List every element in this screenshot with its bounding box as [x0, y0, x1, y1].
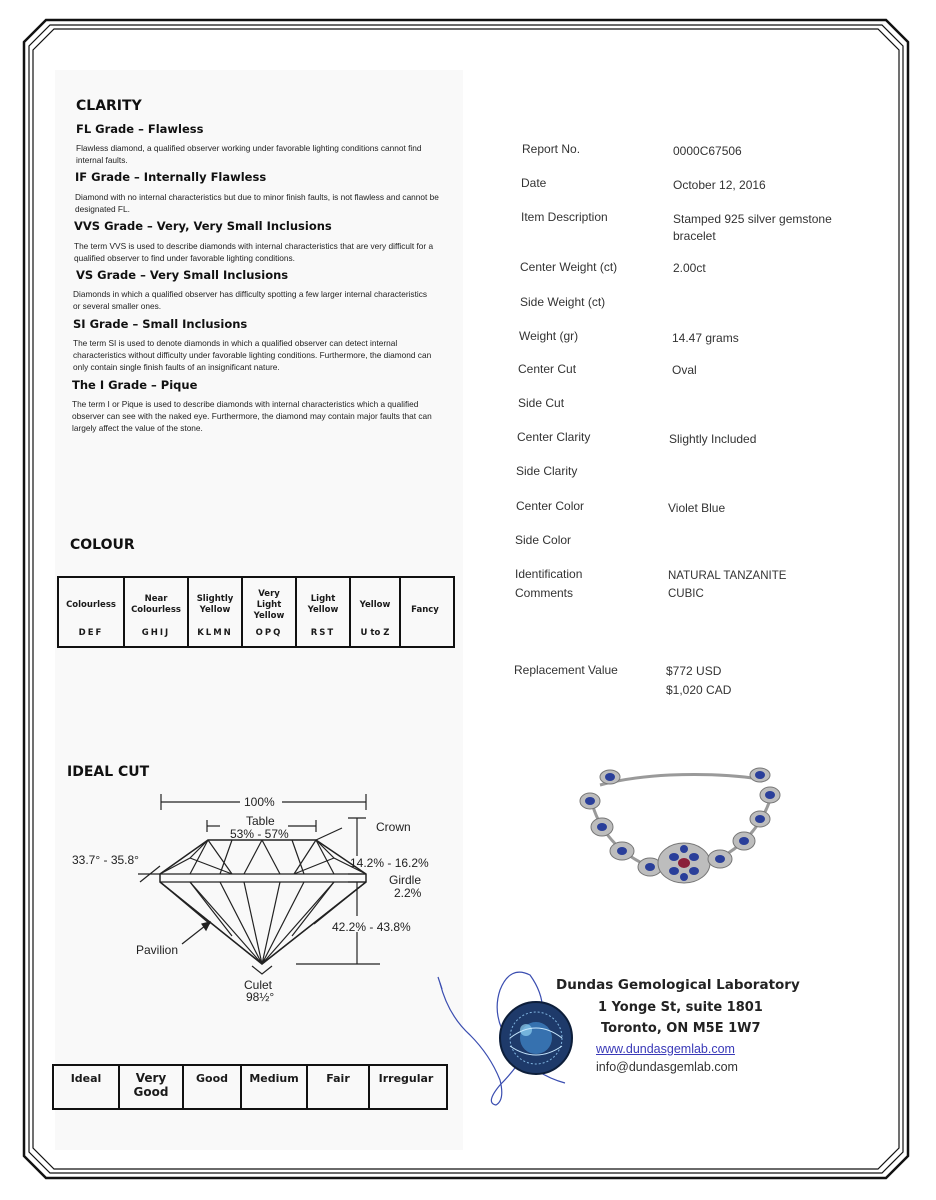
- si-grade-desc: The term SI is used to denote diamonds in which a qualified observer can detect internal characteristics without difficulty under favorable lighting conditions. Furthermore, the diamond can only contain single finish faults of an insignificant nature.: [73, 338, 432, 372]
- pavilion-depth-label: 42.2% - 43.8%: [332, 920, 411, 934]
- lab-address-line1: 1 Yonge St, suite 1801: [598, 1000, 763, 1015]
- colour-cell-near-colourless: Near Colourless GHIJ: [125, 578, 189, 646]
- side-clarity-label: Side Clarity: [516, 464, 578, 478]
- vvs-grade-heading: VVS Grade – Very, Very Small Inclusions: [74, 219, 332, 233]
- report-no-value: 0000C67506: [673, 144, 742, 158]
- colour-title: COLOUR: [70, 537, 135, 553]
- table-range-label: 53% - 57%: [230, 827, 289, 841]
- cut-cell-medium: Medium: [242, 1066, 308, 1108]
- girdle-label: Girdle: [389, 873, 422, 887]
- item-description-label: Item Description: [521, 210, 608, 224]
- cut-cell-very-good: Very Good: [120, 1066, 184, 1108]
- crown-height-label: 14.2% - 16.2%: [350, 856, 429, 870]
- weight-gr-label: Weight (gr): [519, 329, 579, 343]
- fl-grade-heading: FL Grade – Flawless: [76, 122, 204, 136]
- culet-pct-label: 98½°: [246, 990, 275, 1004]
- i-grade-heading: The I Grade – Pique: [72, 378, 198, 392]
- girdle-pct-label: 2.2%: [394, 886, 422, 900]
- cut-grade-table: [52, 1064, 448, 1110]
- center-color-label: Center Color: [516, 499, 585, 513]
- identification-value-line2: CUBIC: [668, 588, 704, 600]
- bracelet-photo: [570, 755, 800, 895]
- colour-cell-light-yellow: Light Yellow RST: [297, 578, 351, 646]
- center-cut-label: Center Cut: [518, 362, 577, 376]
- if-grade-desc: Diamond with no internal characteristics but due to minor finish faults, is not flawless and cannot be designated FL.: [75, 192, 439, 214]
- colour-cell-fancy: Fancy: [411, 604, 439, 615]
- identification-label-line1: Identification: [515, 567, 583, 581]
- center-color-value: Violet Blue: [668, 501, 726, 515]
- side-cut-label: Side Cut: [518, 396, 565, 410]
- ideal-cut-title: IDEAL CUT: [67, 764, 150, 780]
- date-value: October 12, 2016: [673, 178, 766, 192]
- replacement-value-usd: $772 USD: [666, 664, 722, 678]
- colour-cell-colourless: Colourless DEF: [59, 578, 125, 646]
- replacement-value-cad: $1,020 CAD: [666, 683, 732, 697]
- table-title-label: Table: [246, 814, 275, 828]
- lab-email[interactable]: info@dundasgemlab.com: [596, 1060, 738, 1074]
- vvs-grade-desc: The term VVS is used to describe diamonds with internal characteristics that are very difficult for a qualified observer to find under favorable lighting conditions.: [74, 241, 434, 263]
- si-grade-heading: SI Grade – Small Inclusions: [73, 317, 248, 331]
- identification-label-line2: Comments: [515, 586, 574, 600]
- identification-value-line1: NATURAL TANZANITE: [668, 570, 787, 582]
- date-label: Date: [521, 176, 547, 190]
- crown-label: Crown: [376, 820, 411, 834]
- width-label: 100%: [244, 795, 275, 809]
- cut-cell-ideal: Ideal: [54, 1066, 120, 1108]
- center-clarity-value: Slightly Included: [669, 432, 757, 446]
- center-clarity-label: Center Clarity: [517, 430, 591, 444]
- lab-name: Dundas Gemological Laboratory: [556, 977, 800, 993]
- lab-address-line2: Toronto, ON M5E 1W7: [601, 1021, 761, 1036]
- item-description-value-line2: bracelet: [673, 229, 716, 243]
- cut-cell-good: Good: [184, 1066, 242, 1108]
- replacement-value-label: Replacement Value: [514, 663, 618, 677]
- cut-cell-irregular: Irregular: [378, 1072, 434, 1085]
- hologram-seal: [496, 998, 576, 1078]
- cut-cell-fair: Fair: [308, 1066, 370, 1108]
- colour-cell-yellow: Yellow U to Z: [351, 578, 401, 646]
- center-weight-value: 2.00ct: [673, 261, 706, 275]
- crown-angle-label: 33.7° - 35.8°: [72, 853, 139, 867]
- clarity-title: CLARITY: [76, 98, 142, 114]
- colour-grade-table: [57, 576, 455, 648]
- vs-grade-heading: VS Grade – Very Small Inclusions: [76, 268, 289, 282]
- if-grade-heading: IF Grade – Internally Flawless: [75, 170, 267, 184]
- culet-label: Culet: [244, 978, 273, 992]
- side-color-label: Side Color: [515, 533, 572, 547]
- center-weight-label: Center Weight (ct): [520, 260, 618, 274]
- pavilion-label: Pavilion: [136, 943, 179, 957]
- fl-grade-desc: Flawless diamond, a qualified observer working under favorable lighting conditions cannot find internal faults.: [76, 143, 422, 165]
- item-description-value-line1: Stamped 925 silver gemstone: [673, 212, 832, 226]
- weight-gr-value: 14.47 grams: [672, 331, 739, 345]
- report-no-label: Report No.: [522, 142, 581, 156]
- center-cut-value: Oval: [672, 363, 697, 377]
- lab-website-link[interactable]: www.dundasgemlab.com: [596, 1042, 735, 1056]
- i-grade-desc: The term I or Pique is used to describe diamonds with internal characteristics which a qualified observer can see with the naked eye. Furthermore, the diamond may contain major faults that can largely affect the value of the stone.: [72, 399, 432, 433]
- colour-cell-slightly-yellow: Slightly Yellow KLMN: [189, 578, 243, 646]
- vs-grade-desc: Diamonds in which a qualified observer has difficulty spotting a few larger internal characteristics or several smaller ones.: [73, 289, 428, 311]
- colour-cell-very-light-yellow: Very Light Yellow OPQ: [243, 578, 297, 646]
- side-weight-label: Side Weight (ct): [520, 295, 606, 309]
